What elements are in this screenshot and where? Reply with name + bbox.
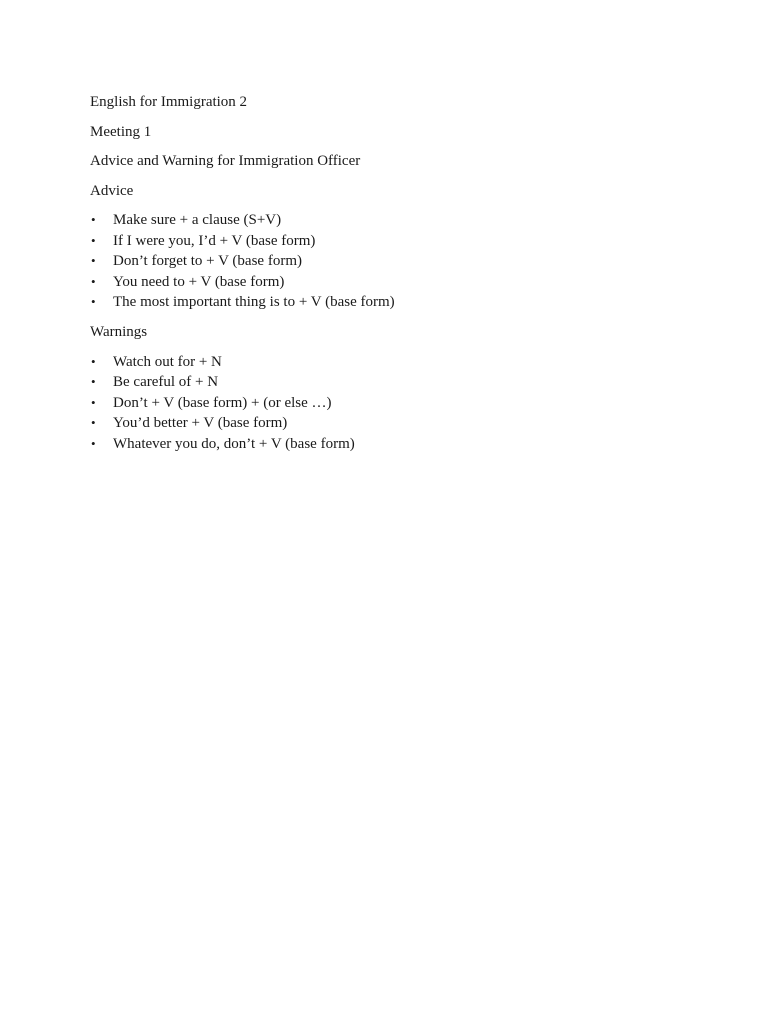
list-item-text: Don’t forget to + V (base form) <box>113 253 302 269</box>
bullet-icon: • <box>91 232 96 248</box>
list-item <box>90 413 710 434</box>
warnings-list <box>90 352 710 455</box>
document-body <box>90 92 710 464</box>
list-item <box>90 272 710 293</box>
bullet-icon: • <box>91 294 96 309</box>
bullet-icon: • <box>91 253 96 268</box>
list-item-text: Be careful of + N <box>113 374 219 390</box>
list-item-text: The most important thing is to + V (base form) <box>113 294 395 310</box>
bullet-icon: • <box>91 415 96 430</box>
list-item-text: Don’t + V (base form) + (or else …) <box>113 394 332 411</box>
list-item-text: Whatever you do, don’t + V (base form) <box>113 435 355 452</box>
list-item <box>90 393 710 414</box>
bullet-icon: • <box>91 435 96 451</box>
advice-list <box>90 210 710 313</box>
list-item-text: Watch out for + N <box>113 353 222 370</box>
bullet-icon: • <box>91 353 96 369</box>
list-item-text: Make sure + a clause (S+V) <box>113 212 282 228</box>
list-item <box>90 292 710 313</box>
list-item <box>90 372 710 393</box>
list-item <box>90 231 710 252</box>
bullet-icon: • <box>91 212 96 227</box>
list-item <box>90 251 710 272</box>
advice-heading: Advice <box>90 182 134 199</box>
list-item-text: If I were you, I’d + V (base form) <box>113 232 316 249</box>
bullet-icon: • <box>91 374 96 389</box>
topic-heading: Advice and Warning for Immigration Officer <box>90 153 361 169</box>
list-item <box>90 352 710 373</box>
bullet-icon: • <box>91 273 96 289</box>
document-title: English for Immigration 2 <box>90 94 248 110</box>
bullet-icon: • <box>91 394 96 410</box>
meeting-label: Meeting 1 <box>90 123 152 140</box>
list-item-text: You’d better + V (base form) <box>113 415 288 431</box>
list-item-text: You need to + V (base form) <box>113 273 285 290</box>
list-item <box>90 434 710 455</box>
list-item <box>90 210 710 231</box>
warnings-heading: Warnings <box>90 324 148 340</box>
